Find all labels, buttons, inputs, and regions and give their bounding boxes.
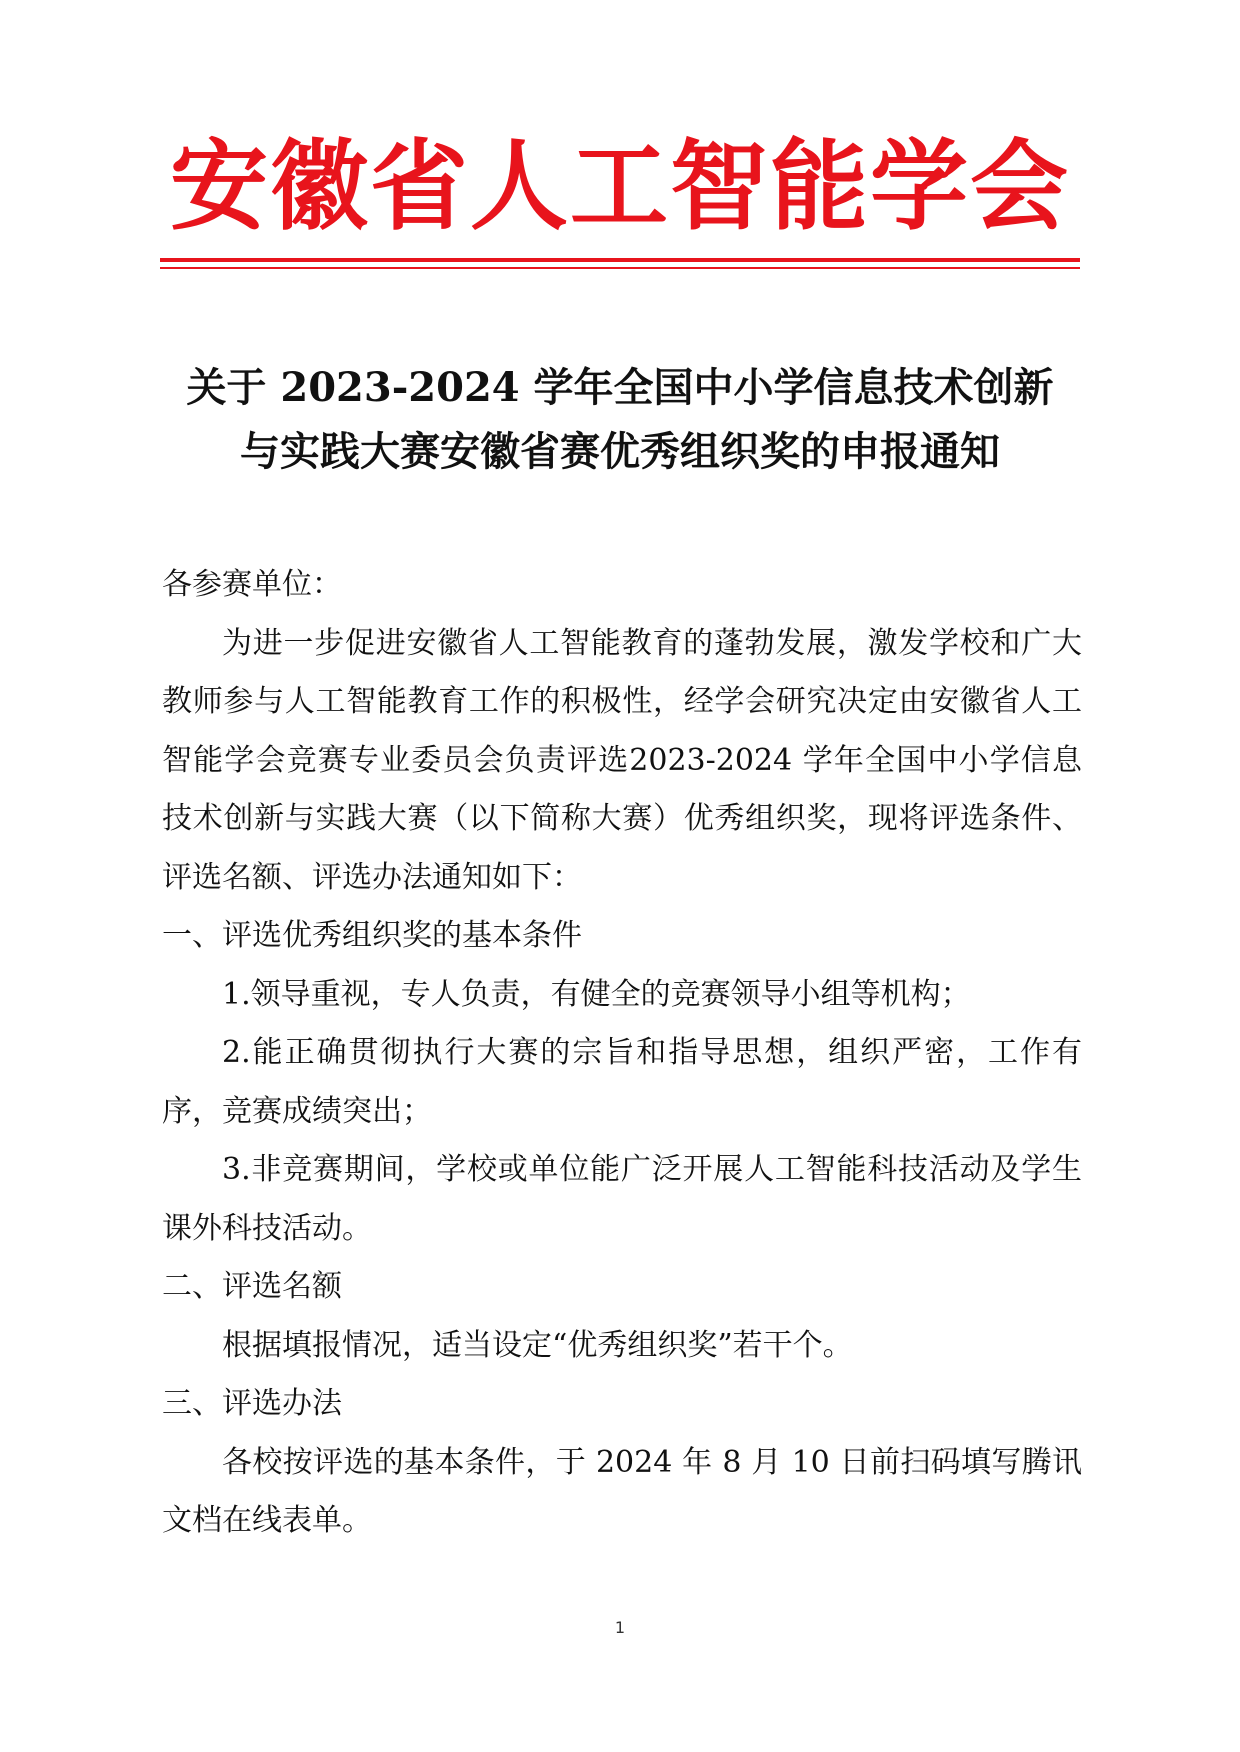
section-heading-3: 三、评选办法 (162, 1386, 342, 1421)
section-3-item-1: 各校按评选的基本条件，于 2024 年 8 月 10 日前扫码填写腾讯文档在线表单。 (162, 1444, 1082, 1538)
letterhead (160, 118, 1080, 268)
title-line-2: 与实践大赛安徽省赛优秀组织奖的申报通知 (240, 428, 1000, 475)
org-name: 安徽省人工智能学会 (169, 130, 1070, 244)
salutation: 各参赛单位： (162, 567, 342, 602)
title-line-1: 关于 2023-2024 学年全国中小学信息技术创新 (186, 364, 1054, 411)
section-heading-1: 一、评选优秀组织奖的基本条件 (162, 918, 582, 953)
section-1-item-1: 1.领导重视，专人负责，有健全的竞赛领导小组等机构； (222, 976, 971, 1012)
section-2-item-1: 根据填报情况，适当设定“优秀组织奖”若干个。 (222, 1327, 853, 1363)
section-heading-2: 二、评选名额 (162, 1269, 342, 1304)
document-title (150, 356, 1090, 484)
section-1-item-3: 3.非竞赛期间，学校或单位能广泛开展人工智能科技活动及学生课外科技活动。 (162, 1152, 1082, 1246)
letterhead-rule-thick (160, 258, 1080, 262)
document-body (162, 556, 1082, 1551)
letterhead-rule-thin (160, 267, 1080, 269)
page-number: 1 (614, 1618, 626, 1637)
section-1-item-2: 2.能正确贯彻执行大赛的宗旨和指导思想，组织严密，工作有序，竞赛成绩突出； (162, 1035, 1082, 1129)
intro-paragraph: 为进一步促进安徽省人工智能教育的蓬勃发展，激发学校和广大教师参与人工智能教育工作的积极性，经学会研究决定由安徽省人工智能学会竞赛专业委员会负责评选2023-2024 学年全国中小学信息技术创新与实践大赛（以下简称大赛）优秀组织奖，现将评选条件、评选名额、评选办法通知如下： (162, 625, 1082, 895)
